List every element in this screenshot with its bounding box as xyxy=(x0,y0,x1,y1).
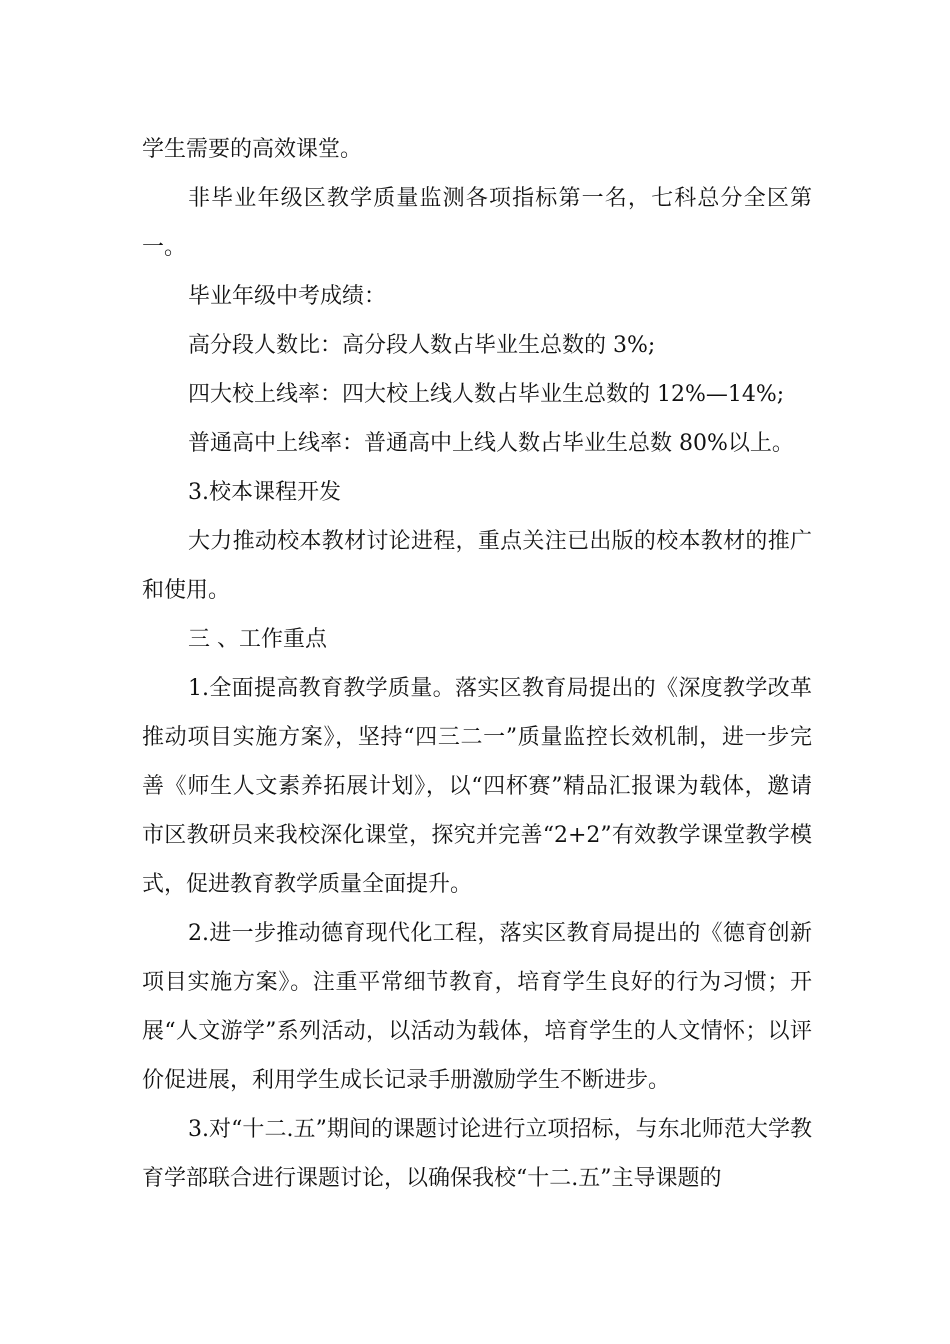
document-body xyxy=(142,125,812,1203)
paragraph-3: 毕业年级中考成绩： xyxy=(188,284,387,309)
paragraph-5: 四大校上线率：四大校上线人数占毕业生总数的 12%—14%; xyxy=(188,382,785,407)
paragraph-2: 非毕业年级区教学质量监测各项指标第一名，七科总分全区第一。 xyxy=(142,186,812,260)
section-heading-work-focus: 三 、工作重点 xyxy=(188,627,327,652)
paragraph-10: 3.对“十二.五”期间的课题讨论进行立项招标，与东北师范大学教育学部联合进行课题讨论，以确保我校“十二.五”主导课题的 xyxy=(142,1117,812,1191)
paragraph-7: 大力推动校本教材讨论进程，重点关注已出版的校本教材的推广和使用。 xyxy=(142,529,812,603)
paragraph-1: 学生需要的高效课堂。 xyxy=(142,137,363,162)
paragraph-9: 2.进一步推动德育现代化工程，落实区教育局提出的《德育创新项目实施方案》。注重平常细节教育，培育学生良好的行为习惯；开展“人文游学”系列活动，以活动为载体，培育学生的人文情怀；以评价促进展，利用学生成长记录手册激励学生不断进步。 xyxy=(142,921,812,1093)
paragraph-8: 1.全面提高教育教学质量。落实区教育局提出的《深度教学改革推动项目实施方案》，坚持“四三二一”质量监控长效机制，进一步完善《师生人文素养拓展计划》，以“四杯赛”精品汇报课为载体，邀请市区教研员来我校深化课堂，探究并完善“2+2”有效教学课堂教学模式，促进教育教学质量全面提升。 xyxy=(142,676,812,897)
section-heading-3: 3.校本课程开发 xyxy=(188,480,341,505)
paragraph-4: 高分段人数比：高分段人数占毕业生总数的 3%; xyxy=(188,333,656,358)
paragraph-6: 普通高中上线率：普通高中上线人数占毕业生总数 80%以上。 xyxy=(188,431,794,456)
